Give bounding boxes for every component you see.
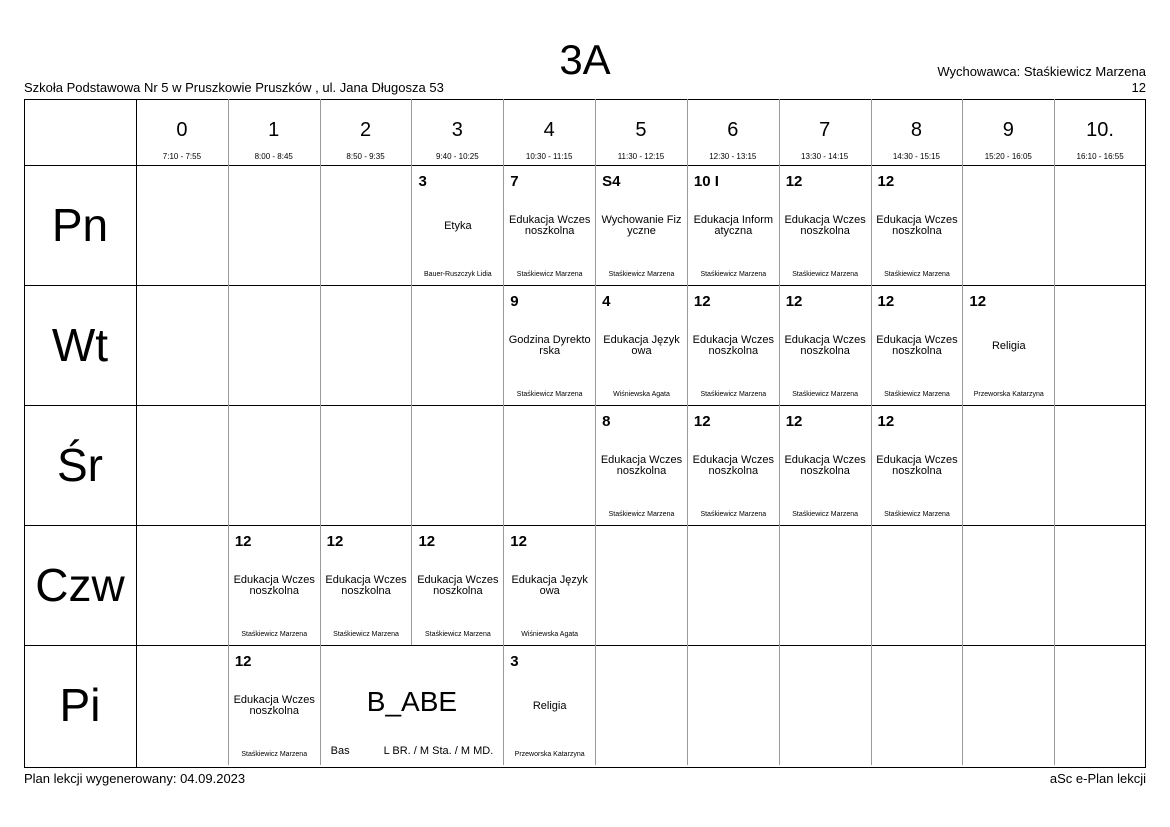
- lesson-subject-box: [782, 166, 869, 285]
- period-number: 1: [268, 119, 280, 141]
- period-column-divider: [1054, 525, 1055, 645]
- lesson-subject-box: [231, 646, 318, 765]
- lesson-subject-box: [506, 526, 593, 645]
- lesson-cell[interactable]: [504, 166, 595, 285]
- lesson-room: 3: [510, 653, 519, 670]
- lesson-cell[interactable]: [688, 286, 779, 405]
- lesson-subject: Godzina Dyrektorska: [508, 334, 591, 357]
- lesson-teacher: Staśkiewicz Marzena: [333, 631, 399, 638]
- period-time: 13:30 - 14:15: [801, 152, 849, 161]
- lesson-room: 7: [510, 173, 519, 190]
- day-label: Śr: [57, 439, 103, 491]
- period-header: [1054, 99, 1146, 165]
- lesson-teacher: Staśkiewicz Marzena: [516, 391, 583, 398]
- lesson-cell[interactable]: [229, 526, 320, 645]
- lesson-subject-box: [414, 526, 501, 645]
- period-number: 3: [451, 119, 463, 141]
- generated-date: Plan lekcji wygenerowany: 04.09.2023: [24, 771, 246, 786]
- lesson-subject-box: [323, 526, 410, 645]
- period-header: [962, 99, 1054, 165]
- lesson-subject: Edukacja Wczesnoszkolna: [509, 214, 591, 237]
- period-number: 9: [1002, 119, 1014, 141]
- lesson-subject: Edukacja Językowa: [511, 574, 588, 597]
- lesson-cell[interactable]: [780, 166, 871, 285]
- period-header: [228, 99, 320, 165]
- lesson-subject: Edukacja Językowa: [603, 334, 680, 357]
- lesson-teacher: Staśkiewicz Marzena: [241, 751, 308, 758]
- day-label: Czw: [35, 559, 125, 611]
- lesson-subject: Edukacja Informatyczna: [693, 214, 774, 237]
- lesson-room: 9: [510, 293, 519, 310]
- lesson-subject-box: [414, 166, 501, 285]
- lesson-room: 8: [602, 413, 611, 430]
- lesson-cell[interactable]: [321, 526, 412, 645]
- period-header: [411, 99, 503, 165]
- lesson-cell[interactable]: [504, 646, 595, 765]
- group-lesson-cell[interactable]: [321, 646, 504, 765]
- lesson-subject-box: [598, 406, 685, 525]
- lesson-subject: Edukacja Wczesnoszkolna: [692, 334, 774, 357]
- lesson-subject-box: [598, 286, 685, 405]
- lesson-teacher: Wiśniewska Agata: [521, 631, 579, 638]
- period-header: [779, 99, 871, 165]
- period-number: 10.: [1086, 119, 1114, 141]
- lesson-subject-box: [782, 406, 869, 525]
- lesson-teacher: Przeworska Katarzyna: [514, 751, 585, 758]
- lesson-subject-box: [965, 286, 1052, 405]
- lesson-subject-box: [874, 406, 961, 525]
- timetable-grid: [24, 99, 1146, 768]
- group-name: B_ABE: [366, 686, 458, 717]
- period-column-divider: [687, 645, 688, 765]
- lesson-subject-box: [690, 406, 777, 525]
- lesson-teacher: Staśkiewicz Marzena: [884, 511, 950, 518]
- lesson-cell[interactable]: [688, 166, 779, 285]
- lesson-room: 3: [418, 173, 427, 190]
- lesson-teacher: Przeworska Katarzyna: [973, 391, 1044, 398]
- lesson-cell[interactable]: [872, 286, 963, 405]
- lesson-subject-box: [874, 286, 961, 405]
- lesson-cell[interactable]: [780, 286, 871, 405]
- lesson-room: 4: [602, 293, 611, 310]
- lesson-subject: Edukacja Wczesnoszkolna: [876, 334, 958, 357]
- lesson-teacher: Wiśniewska Agata: [613, 391, 670, 398]
- lesson-teacher: Staśkiewicz Marzena: [884, 271, 950, 278]
- lesson-room: 12: [877, 173, 895, 190]
- day-label: Pn: [51, 199, 109, 251]
- lesson-room: 12: [326, 533, 344, 550]
- lesson-room: 12: [418, 533, 436, 550]
- lesson-room: 12: [877, 413, 895, 430]
- period-number: 8: [910, 119, 922, 141]
- lesson-subject: Edukacja Wczesnoszkolna: [692, 454, 774, 477]
- lesson-subject: Religia: [991, 339, 1026, 352]
- lesson-subject: Edukacja Wczesnoszkolna: [784, 454, 866, 477]
- period-column-divider: [871, 525, 872, 645]
- period-header: [136, 99, 228, 165]
- lesson-cell[interactable]: [412, 166, 503, 285]
- lesson-room: 12: [234, 533, 252, 550]
- lesson-subject-box: [690, 286, 777, 405]
- lesson-subject-box: [506, 166, 593, 285]
- period-time: 10:30 - 11:15: [525, 152, 573, 161]
- lesson-cell[interactable]: [963, 286, 1054, 405]
- day-label: Pi: [59, 679, 101, 731]
- lesson-cell[interactable]: [504, 526, 595, 645]
- period-header: [320, 99, 412, 165]
- lesson-subject: Edukacja Wczesnoszkolna: [600, 454, 683, 477]
- lesson-subject: Edukacja Wczesnoszkolna: [784, 334, 866, 357]
- period-column-divider: [503, 405, 504, 525]
- lesson-subject: Edukacja Wczesnoszkolna: [417, 574, 499, 597]
- period-number: 2: [359, 119, 372, 141]
- lesson-teacher: Staśkiewicz Marzena: [884, 391, 950, 398]
- lesson-subject-box: [690, 166, 777, 285]
- period-time: 11:30 - 12:15: [617, 152, 665, 161]
- period-time: 8:50 - 9:35: [346, 152, 385, 161]
- period-header: [687, 99, 779, 165]
- lesson-subject-box: [598, 166, 685, 285]
- lesson-teacher: Staśkiewicz Marzena: [241, 631, 308, 638]
- lesson-subject-box: [506, 646, 593, 765]
- lesson-room: 12: [969, 293, 987, 310]
- lesson-teacher: Staśkiewicz Marzena: [792, 511, 858, 518]
- period-column-divider: [320, 285, 321, 405]
- lesson-room: 10 I: [693, 173, 719, 190]
- lesson-cell[interactable]: [872, 166, 963, 285]
- lesson-cell[interactable]: [596, 286, 687, 405]
- day-column-divider: [136, 99, 137, 768]
- period-column-divider: [962, 525, 963, 645]
- lesson-cell[interactable]: [504, 286, 595, 405]
- lesson-room: 12: [693, 293, 711, 310]
- period-number: 4: [543, 119, 555, 141]
- lesson-room: 12: [785, 293, 803, 310]
- period-column-divider: [779, 645, 780, 765]
- lesson-teacher: Staśkiewicz Marzena: [608, 271, 675, 278]
- lesson-teacher: Staśkiewicz Marzena: [792, 271, 858, 278]
- lesson-room: 12: [785, 413, 803, 430]
- lesson-subject: Edukacja Wczesnoszkolna: [233, 694, 315, 717]
- period-column-divider: [411, 285, 412, 405]
- period-time: 15:20 - 16:05: [984, 152, 1032, 161]
- lesson-cell[interactable]: [688, 406, 779, 525]
- period-column-divider: [1054, 165, 1055, 285]
- period-column-divider: [871, 645, 872, 765]
- period-header: [503, 99, 595, 165]
- lesson-teacher: Staśkiewicz Marzena: [608, 511, 675, 518]
- lesson-cell[interactable]: [412, 526, 503, 645]
- lesson-subject-box: [506, 286, 593, 405]
- period-column-divider: [228, 405, 229, 525]
- lesson-room: S4: [602, 173, 621, 190]
- lesson-room: 12: [693, 413, 711, 430]
- period-column-divider: [779, 525, 780, 645]
- page-number: 12: [1131, 80, 1146, 95]
- school-name: Szkoła Podstawowa Nr 5 w Pruszkowie Pruszków , ul. Jana Długosza 53: [24, 80, 444, 95]
- lesson-teacher: Staśkiewicz Marzena: [424, 631, 491, 638]
- period-time: 14:30 - 15:15: [892, 152, 941, 161]
- period-time: 7:10 - 7:55: [162, 152, 202, 161]
- lesson-cell[interactable]: [596, 166, 687, 285]
- period-column-divider: [595, 525, 596, 645]
- period-header: [595, 99, 687, 165]
- lesson-teacher: Staśkiewicz Marzena: [700, 391, 767, 398]
- period-column-divider: [687, 525, 688, 645]
- lesson-teacher: Staśkiewicz Marzena: [516, 271, 583, 278]
- brand-label: aSc e-Plan lekcji: [1049, 771, 1146, 786]
- lesson-room: 12: [785, 173, 803, 190]
- lesson-subject: Edukacja Wczesnoszkolna: [233, 574, 315, 597]
- period-time: 9:40 - 10:25: [436, 152, 479, 161]
- period-number: 0: [176, 119, 188, 141]
- lesson-subject-box: [782, 286, 869, 405]
- class-title: 3A: [559, 36, 611, 83]
- group-left-label: Bas: [330, 745, 350, 757]
- lesson-room: 12: [234, 653, 252, 670]
- lesson-subject-box: [231, 526, 318, 645]
- period-header: [871, 99, 963, 165]
- lesson-subject: Religia: [532, 699, 567, 712]
- lesson-room: 12: [877, 293, 895, 310]
- lesson-cell[interactable]: [872, 406, 963, 525]
- lesson-cell[interactable]: [780, 406, 871, 525]
- lesson-subject: Edukacja Wczesnoszkolna: [784, 214, 866, 237]
- period-column-divider: [320, 165, 321, 285]
- lesson-teacher: Staśkiewicz Marzena: [700, 511, 767, 518]
- lesson-teacher: Staśkiewicz Marzena: [700, 271, 767, 278]
- lesson-subject-box: [874, 166, 961, 285]
- period-number: 6: [727, 119, 739, 141]
- period-column-divider: [411, 405, 412, 525]
- period-time: 16:10 - 16:55: [1076, 152, 1124, 161]
- lesson-subject: Edukacja Wczesnoszkolna: [876, 214, 958, 237]
- lesson-teacher: Staśkiewicz Marzena: [792, 391, 858, 398]
- period-column-divider: [1054, 645, 1055, 765]
- lesson-subject: Edukacja Wczesnoszkolna: [325, 574, 407, 597]
- lesson-teacher: Bauer-Ruszczyk Lidia: [424, 271, 492, 278]
- period-number: 7: [819, 119, 831, 141]
- period-column-divider: [228, 165, 229, 285]
- period-column-divider: [1054, 405, 1055, 525]
- lesson-subject: Wychowanie Fizyczne: [601, 214, 682, 237]
- period-time: 8:00 - 8:45: [254, 152, 293, 161]
- period-column-divider: [320, 405, 321, 525]
- period-column-divider: [595, 645, 596, 765]
- lesson-cell[interactable]: [229, 646, 320, 765]
- group-right-label: L BR. / M Sta. / M MD.: [383, 745, 494, 757]
- period-column-divider: [962, 645, 963, 765]
- day-label: Wt: [51, 319, 109, 371]
- row-divider: [24, 405, 1146, 406]
- period-column-divider: [228, 285, 229, 405]
- lesson-subject: Edukacja Wczesnoszkolna: [876, 454, 958, 477]
- lesson-cell[interactable]: [596, 406, 687, 525]
- period-number: 5: [635, 119, 647, 141]
- lesson-room: 12: [510, 533, 527, 550]
- period-time: 12:30 - 13:15: [709, 152, 757, 161]
- homeroom-teacher: Wychowawca: Staśkiewicz Marzena: [937, 64, 1146, 79]
- lesson-subject: Etyka: [444, 219, 472, 232]
